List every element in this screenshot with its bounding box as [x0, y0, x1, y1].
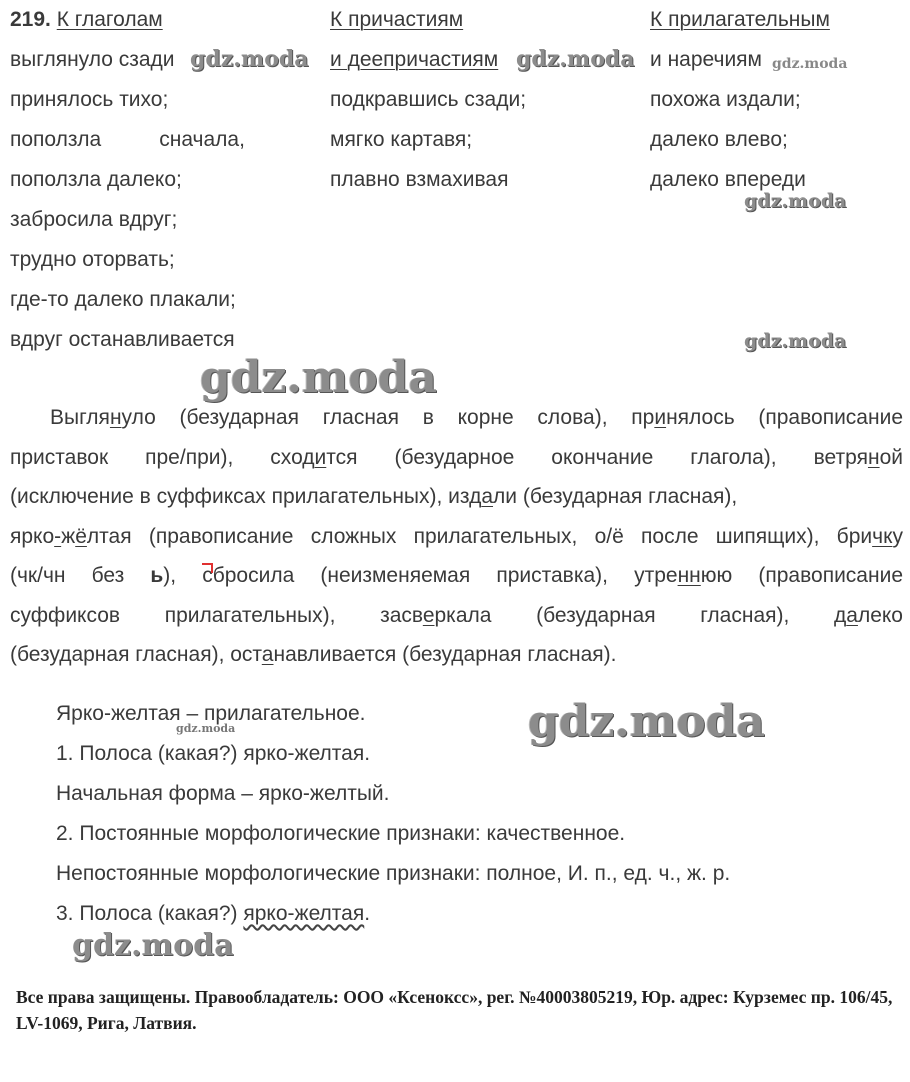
- watermark-logo: gdz.moda: [176, 722, 236, 735]
- watermark-logo: gdz.moda: [744, 330, 847, 352]
- analysis-line: 2. Постоянные морфологические признаки: качественное.: [56, 822, 626, 845]
- paragraph-line: (безударная гласная), останавливается (безударная гласная).: [10, 643, 617, 666]
- wavy-underlined-word: ярко-желтая: [243, 902, 365, 925]
- paragraph-line: (чк/чн без ь), сбросила (неизменяемая приставка), утреннюю (правописание: [10, 564, 903, 587]
- list-item: мягко картавя;: [330, 128, 473, 151]
- list-item: вдруг останавливается: [10, 328, 235, 351]
- paragraph-line: ярко-жёлтая (правописание сложных прилагательных, о/ё после шипящих), бричку: [10, 524, 903, 548]
- list-item: далеко влево;: [650, 128, 788, 151]
- watermark-logo: gdz.moda: [772, 56, 848, 72]
- analysis-line: 3. Полоса (какая?) ярко-желтая.: [56, 902, 371, 925]
- column-title-participles: К причастиям: [330, 8, 464, 31]
- list-item: плавно взмахивая: [330, 168, 509, 191]
- paragraph-line: суффиксов прилагательных), засверкала (безударная гласная), далеко: [10, 603, 903, 627]
- list-item: похожа издали;: [650, 88, 801, 111]
- list-item: поползла сначала,: [10, 128, 245, 151]
- column-title-verbs: 219. К глаголам: [10, 8, 163, 31]
- analysis-line: Ярко-желтая – прилагательное.: [56, 702, 366, 725]
- watermark-logo: gdz.moda: [528, 696, 766, 747]
- paragraph-line: Выглянуло (безударная гласная в корне слова), принялось (правописание: [50, 406, 903, 429]
- list-item: забросила вдруг;: [10, 208, 178, 231]
- list-item: где-то далеко плакали;: [10, 288, 236, 311]
- paragraph-line: приставок пре/при), сходится (безударное окончание глагола), ветряной: [10, 445, 903, 469]
- prefix-mark: с: [202, 564, 213, 587]
- list-item: далеко впереди: [650, 168, 806, 191]
- prefix-hook-icon: [202, 563, 213, 573]
- list-item: поползла далеко;: [10, 168, 182, 191]
- watermark-logo: gdz.moda: [516, 46, 635, 72]
- list-item: выглянуло сзади: [10, 48, 175, 71]
- column-title-participles-2: и деепричастиям: [330, 48, 499, 71]
- analysis-line: Начальная форма – ярко-желтый.: [56, 782, 390, 805]
- watermark-logo: gdz.moda: [744, 190, 847, 212]
- list-item: трудно оторвать;: [10, 248, 175, 271]
- list-item: принялось тихо;: [10, 88, 169, 111]
- watermark-logo: gdz.moda: [190, 46, 309, 72]
- paragraph-line: (исключение в суффиксах прилагательных), издали (безударная гласная),: [10, 485, 738, 508]
- copyright-footer: Все права защищены. Правообладатель: ООО «Ксеноксс», рег. №40003805219, Юр. адрес: Курземес пр. 106/45, LV-1069, Рига, Латвия.: [16, 987, 893, 1033]
- analysis-line: Непостоянные морфологические признаки: полное, И. п., ед. ч., ж. р.: [56, 862, 731, 885]
- analysis-line: 1. Полоса (какая?) ярко-желтая.: [56, 742, 371, 765]
- list-item: подкравшись сзади;: [330, 88, 527, 111]
- column-title-adjectives: К прилагательным: [650, 8, 830, 31]
- watermark-logo: gdz.moda: [200, 352, 438, 403]
- explanation-paragraph: [10, 398, 903, 675]
- watermark-logo: gdz.moda: [72, 928, 234, 963]
- column-title-adjectives-2: и наречиям: [650, 48, 762, 71]
